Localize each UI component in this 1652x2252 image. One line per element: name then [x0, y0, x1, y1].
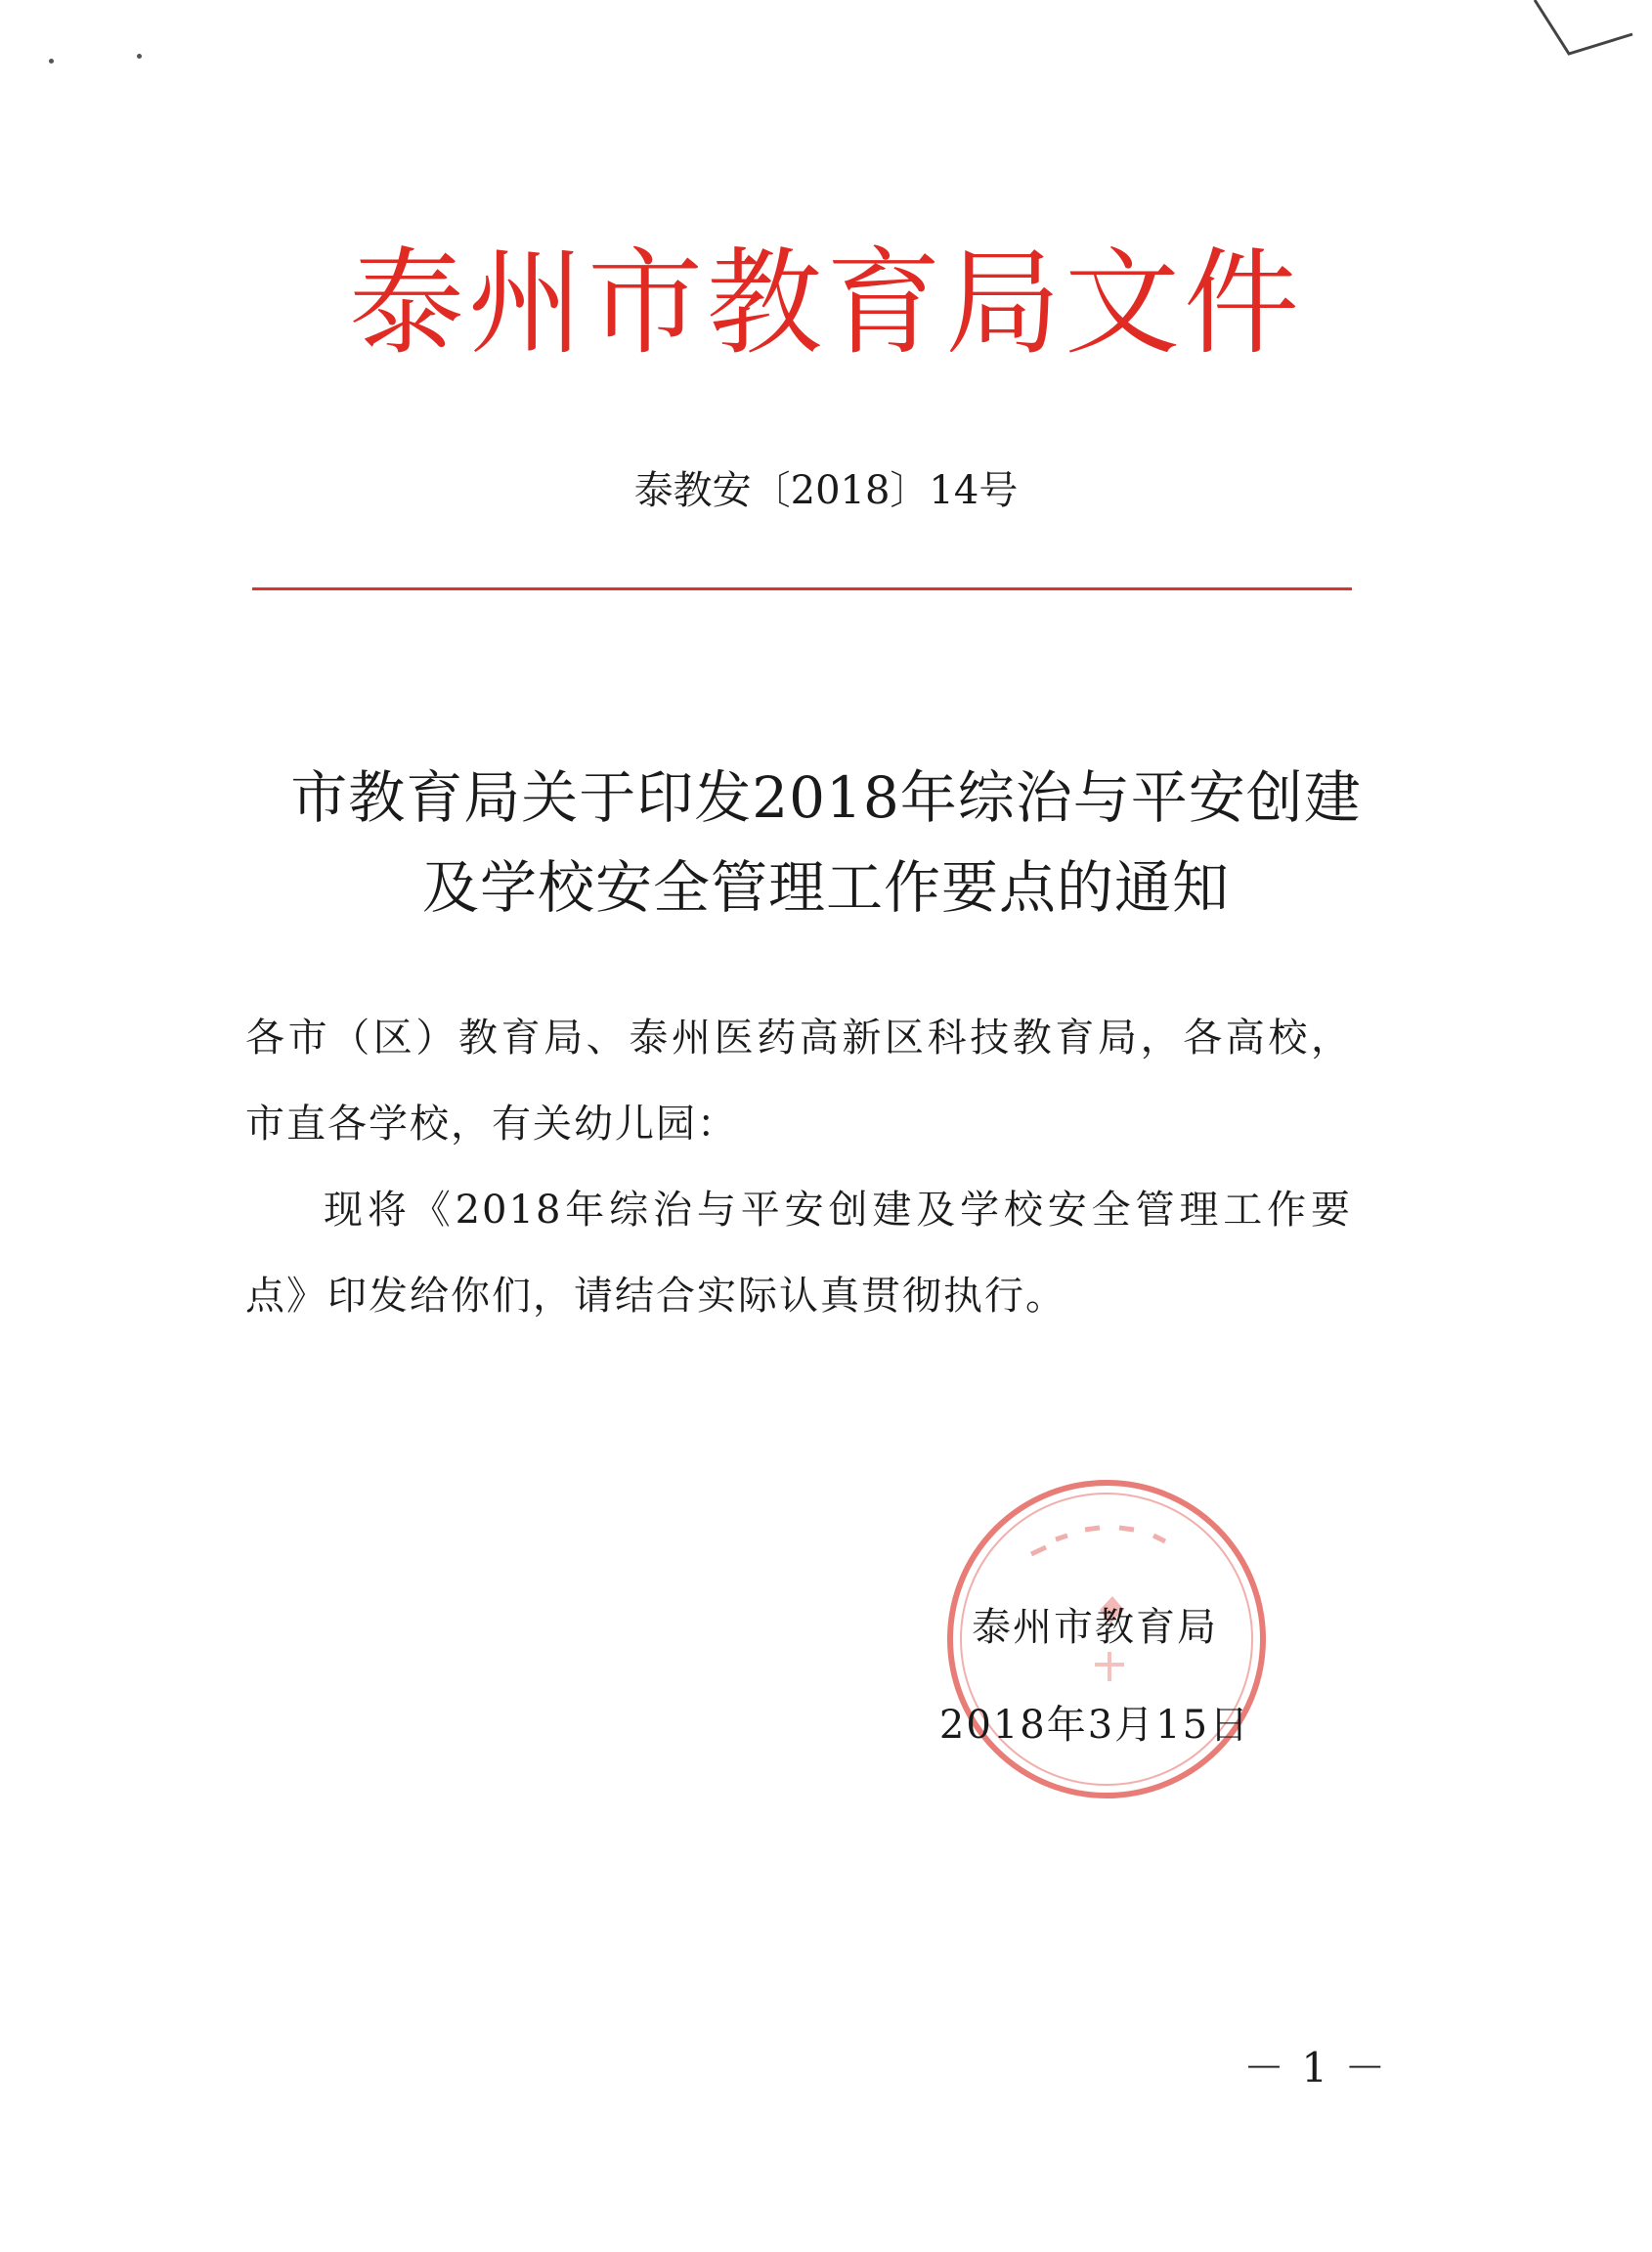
document-header-title: 泰州市教育局文件 — [348, 236, 1303, 370]
signature-date: 2018年3月15日 — [938, 1703, 1251, 1748]
body-paragraph: 现将《2018年综治与平安创建及学校安全管理工作要点》印发给你们，请结合实际认真贯彻执行。 — [245, 1188, 1352, 1319]
signature-organization: 泰州市教育局 — [972, 1605, 1218, 1650]
scan-speck — [137, 54, 142, 59]
recipients-line: 各市（区）教育局、泰州医药高新区科技教育局，各高校，市直各学校，有关幼儿园： — [245, 1016, 1352, 1147]
notice-title-line-2: 及学校安全管理工作要点的通知 — [421, 854, 1230, 921]
page-number: － 1 － — [1243, 2044, 1388, 2092]
notice-title-line-1: 市教育局关于印发2018年综治与平安创建 — [290, 764, 1362, 831]
paper-fold-mark — [1515, 0, 1652, 78]
scan-speck — [49, 59, 54, 64]
document-number: 泰教安〔2018〕14号 — [633, 468, 1019, 513]
header-divider — [252, 587, 1352, 590]
notice-title — [0, 753, 1652, 932]
notice-body — [245, 995, 1352, 1339]
signature-block — [929, 1579, 1261, 1774]
